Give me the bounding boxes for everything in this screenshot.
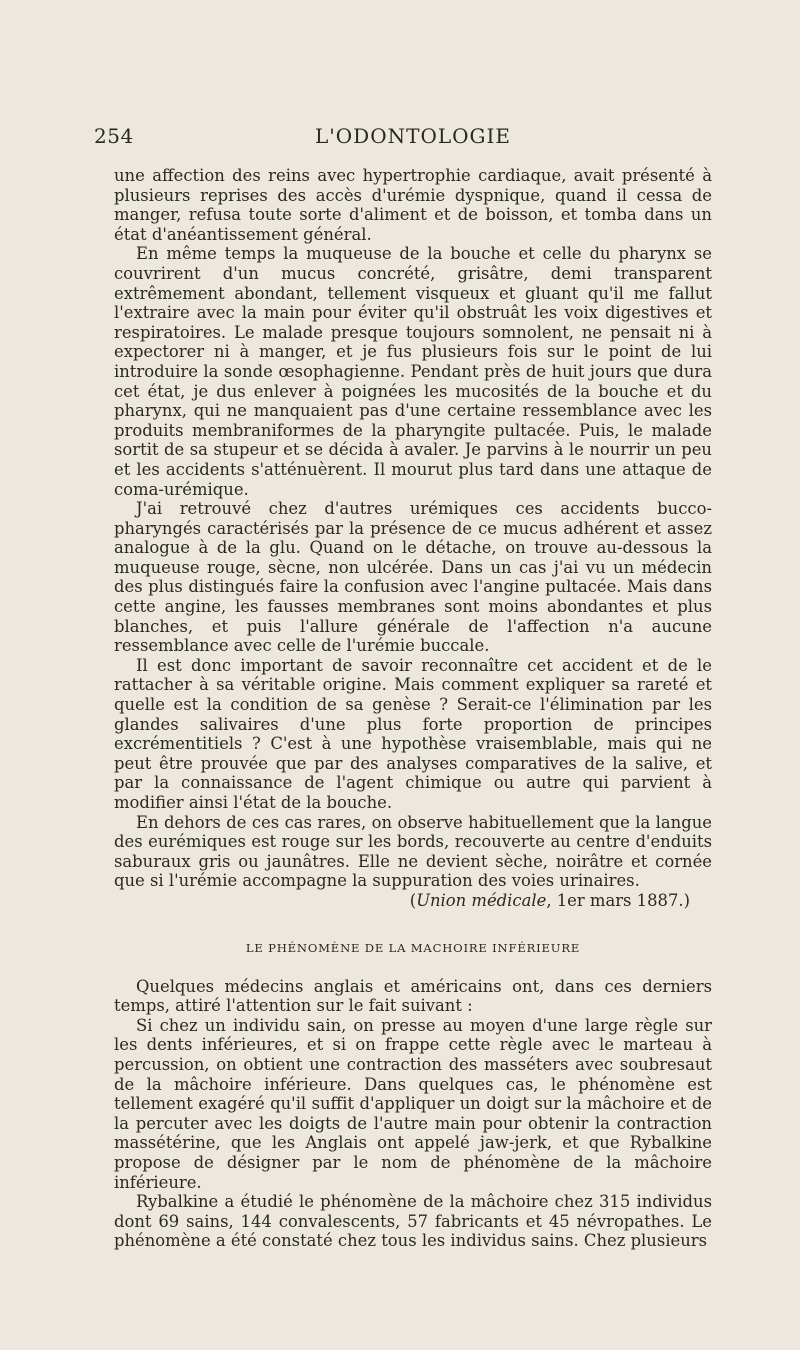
running-title: L'ODONTOLOGIE: [315, 124, 511, 148]
citation-open: (: [409, 890, 417, 910]
page-number: 254: [94, 124, 134, 148]
paragraph-1: une affection des reins avec hypertrophie cardiaque, avait présenté à plusieurs reprises des accès d'urémie dyspnique, quand il cessa de manger, refusa toute sorte d'aliment et de boisson, et tomba dans un état d'anéantissement général.: [114, 166, 712, 244]
citation-source: Union médicale: [416, 890, 547, 910]
section-title: LE PHÉNOMÈNE DE LA MACHOIRE INFÉRIEURE: [245, 940, 581, 955]
paragraph-7: Si chez un individu sain, on presse au moyen d'une large règle sur les dents inférieures, et si on frappe cette règle avec le marteau à percussion, on obtient une contraction des masséters avec soubresaut de la mâchoire inférieure. Dans quelques cas, le phénomène est tellement exagéré qu'il suffit d'appliquer un doigt sur la mâchoire et de la percuter avec les doigts de l'autre main pour obtenir la contraction massétérine, que les Anglais ont appelé jaw-jerk, et que Rybalkine propose de désigner par le nom de phénomène de la mâchoire inférieure.: [114, 1015, 712, 1192]
paragraph-4: Il est donc important de savoir reconnaître cet accident et de le rattacher à sa véritable origine. Mais comment expliquer sa rareté et quelle est la condition de sa genèse ? Serait-ce l'élimination par les glandes salivaires d'une plus forte proportion de principes excrémentitiels ? C'est à une hypothèse vraisemblable, mais qui ne peut être prouvée que par des analyses comparatives de la salive, et par la connaissance de l'agent chimique ou autre qui parvient à modifier ainsi l'état de la bouche.: [114, 655, 712, 812]
page-header: [94, 122, 712, 152]
paragraph-8: Rybalkine a étudié le phénomène de la mâchoire chez 315 individus dont 69 sains, 144 convalescents, 57 fabricants et 45 névropathes. Le phénomène a été constaté chez tous les individus sains. Chez plusieurs: [114, 1192, 712, 1251]
paragraph-5: En dehors de ces cas rares, on observe habituellement que la langue des eurémiques est rouge sur les bords, recouverte au centre d'enduits saburaux gris ou jaunâtres. Elle ne devient sèche, noirâtre et cornée que si l'urémie accompagne la suppuration des voies urinaires.: [114, 812, 712, 891]
paragraph-6: Quelques médecins anglais et américains ont, dans ces derniers temps, attiré l'attention sur le fait suivant :: [114, 976, 712, 1016]
citation-date: , 1er mars 1887.): [546, 890, 690, 910]
paragraph-2: En même temps la muqueuse de la bouche et celle du pharynx se couvrirent d'un mucus concrété, grisâtre, demi transparent extrêmement abondant, tellement visqueux et gluant qu'il me fallut l'extraire avec la main pour éviter qu'il obstruât les voix digestives et respiratoires. Le malade presque toujours somnolent, ne pensait ni à expectorer ni à manger, et je fus plusieurs fois sur le point de lui introduire la sonde œsophagienne. Pendant près de huit jours que dura cet état, je dus enlever à poignées les mucosités de la bouche et du pharynx, qui ne manquaient pas d'une certaine ressemblance avec les produits membraniformes de la pharyngite pultacée. Puis, le malade sortit de sa stupeur et se décida à avaler. Je parvins à le nourrir un peu et les accidents s'atténuèrent. Il mourut plus tard dans une attaque de coma-urémique.: [114, 244, 712, 499]
citation: [114, 891, 690, 911]
paragraph-3: J'ai retrouvé chez d'autres urémiques ces accidents bucco-pharyngés caractérisés par la présence de ce mucus adhérent et assez analogue à de la glu. Quand on le détache, on trouve au-dessous la muqueuse rouge, sècne, non ulcérée. Dans un cas j'ai vu un médecin des plus distingués faire la confusion avec l'angine pultacée. Mais dans cette angine, les fausses membranes sont moins abondantes et plus blanches, et puis l'allure générale de l'affection n'a aucune ressemblance avec celle de l'urémie buccale.: [114, 499, 712, 656]
